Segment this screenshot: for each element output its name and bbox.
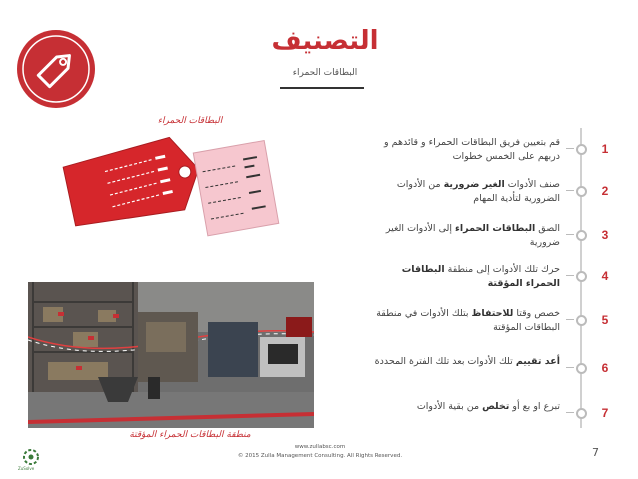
step-text-part: بتلك الأدوات في منطقة البطاقات المؤقتة xyxy=(376,308,560,333)
step-dot xyxy=(576,230,587,241)
step-text xyxy=(365,178,560,206)
step-text xyxy=(365,263,560,291)
step-text xyxy=(365,307,560,335)
step-text-part: إلى الأدوات الغير ضرورية xyxy=(385,223,560,248)
step-connector xyxy=(566,367,574,368)
step-number: 2 xyxy=(601,184,609,198)
step-number: 1 xyxy=(601,142,609,156)
step-dot xyxy=(576,144,587,155)
step-text xyxy=(365,400,560,414)
pink-tag-illustration xyxy=(190,138,285,238)
step-emphasis: أعد تقييم xyxy=(515,356,560,367)
step-3 xyxy=(340,222,620,252)
step-text-part: حرك تلك الأدوات إلى منطقة xyxy=(444,264,560,275)
step-dot xyxy=(576,315,587,326)
step-5 xyxy=(340,307,620,337)
step-emphasis: للاحتفاظ xyxy=(471,308,514,319)
step-text-part: تبرع او بع أو xyxy=(509,401,560,412)
step-connector xyxy=(566,190,574,191)
step-connector xyxy=(566,234,574,235)
step-emphasis: الغير ضرورية xyxy=(443,179,505,190)
step-connector xyxy=(566,412,574,413)
step-dot xyxy=(576,408,587,419)
step-number: 7 xyxy=(601,406,609,420)
step-text-part: الصق xyxy=(535,223,560,234)
step-number: 6 xyxy=(601,361,609,375)
step-number: 4 xyxy=(601,269,609,283)
footer-url[interactable]: www.zullabsc.com xyxy=(294,444,346,450)
step-2 xyxy=(340,178,620,208)
step-connector xyxy=(566,319,574,320)
step-text xyxy=(365,136,560,164)
step-text-part: من الأدوات الضرورية لتأدية المهام xyxy=(396,179,560,204)
step-connector xyxy=(566,275,574,276)
company-logo xyxy=(20,448,42,466)
step-number: 3 xyxy=(601,228,609,242)
step-text-part: من بقية الأدوات xyxy=(416,401,483,412)
step-text-part: تلك الأدوات بعد تلك الفترة المحددة xyxy=(374,356,516,367)
company-logo-text: ZuSolve xyxy=(18,466,35,471)
step-emphasis: البطاقات الحمراء xyxy=(455,223,536,234)
temp-area-photo xyxy=(28,282,314,428)
footer-copyright: © 2015 Zulla Management Consulting. All Rights Reserved. xyxy=(237,453,403,459)
temp-area-label: منطقة البطاقات الحمراء المؤقتة xyxy=(129,430,251,440)
step-text xyxy=(365,355,560,369)
step-emphasis: البطاقات الحمراء المؤقتة xyxy=(401,264,560,289)
step-connector xyxy=(566,148,574,149)
title-underline xyxy=(280,87,364,89)
step-6 xyxy=(340,355,620,385)
step-number: 5 xyxy=(601,313,609,327)
page-subtitle: البطاقات الحمراء xyxy=(292,68,358,78)
tag-icon xyxy=(15,28,97,110)
step-emphasis: تخلص xyxy=(482,401,510,412)
page-number: 7 xyxy=(592,446,599,459)
step-7 xyxy=(340,400,620,430)
page-title: التصنيف xyxy=(271,26,379,56)
red-tags-label: البطاقات الحمراء xyxy=(157,116,223,126)
step-text-part: خصص وقتا xyxy=(513,308,560,319)
step-text-part: صنف الأدوات xyxy=(504,179,560,190)
step-dot xyxy=(576,186,587,197)
step-text xyxy=(365,222,560,250)
step-text-part: قم بتعيين فريق البطاقات الحمراء و قائدهم و دربهم على الخمس خطوات xyxy=(384,137,560,162)
red-tag-illustration xyxy=(58,128,208,238)
step-4 xyxy=(340,263,620,293)
step-1 xyxy=(340,136,620,166)
step-dot xyxy=(576,363,587,374)
step-dot xyxy=(576,271,587,282)
